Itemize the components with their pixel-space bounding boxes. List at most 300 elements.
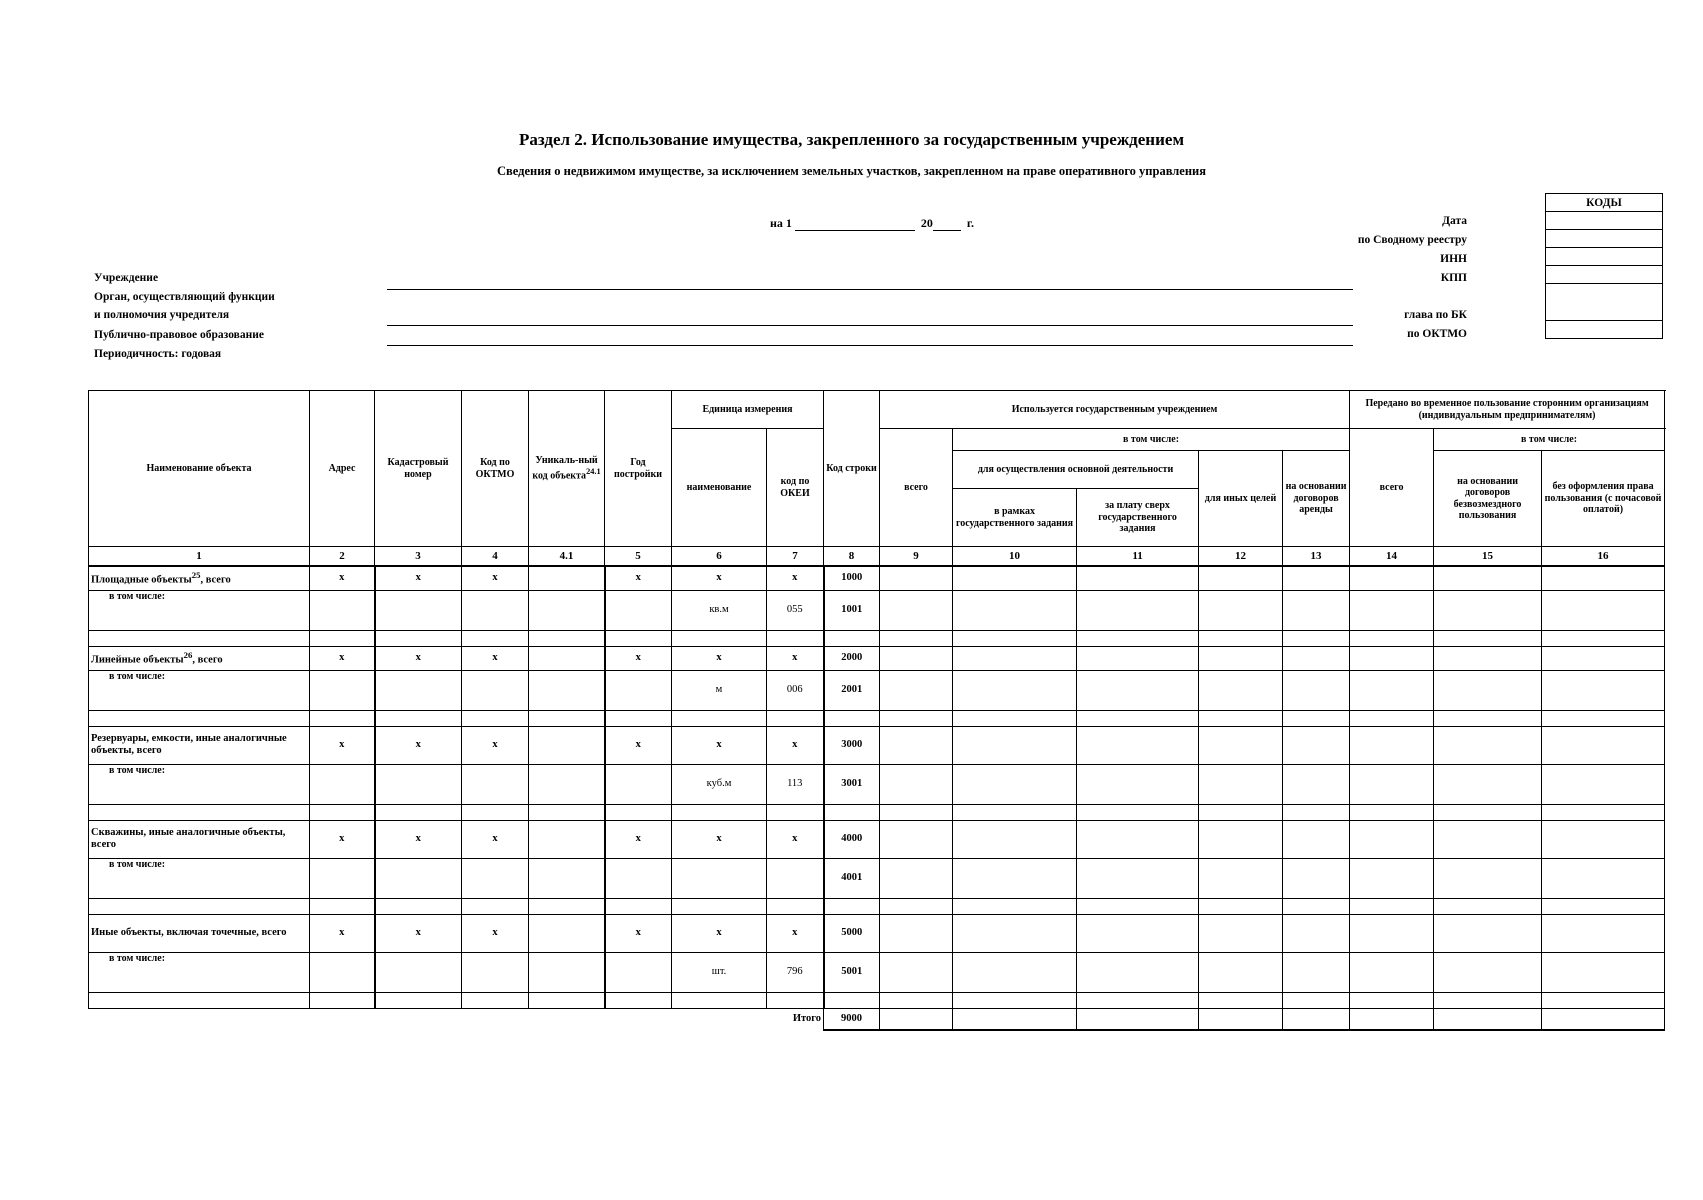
data-cell[interactable] bbox=[1542, 952, 1665, 992]
data-cell[interactable] bbox=[529, 952, 605, 992]
data-cell[interactable] bbox=[1199, 952, 1283, 992]
data-cell[interactable] bbox=[462, 710, 529, 726]
data-cell[interactable] bbox=[1434, 566, 1542, 590]
data-cell[interactable] bbox=[310, 764, 375, 804]
data-cell[interactable] bbox=[1542, 898, 1665, 914]
data-cell[interactable] bbox=[1434, 820, 1542, 858]
data-cell[interactable] bbox=[529, 898, 605, 914]
header-used-total: всего bbox=[880, 429, 953, 547]
including-label: в том числе: bbox=[89, 670, 310, 710]
object-name-text: Скважины, иные аналогичные объекты, всего bbox=[91, 826, 286, 850]
row-object-name bbox=[89, 914, 310, 952]
data-cell[interactable] bbox=[1199, 898, 1283, 914]
data-cell[interactable] bbox=[953, 914, 1077, 952]
header-within-task: в рамках государственного задания bbox=[953, 489, 1077, 547]
data-cell[interactable] bbox=[880, 710, 953, 726]
total-cell[interactable] bbox=[1434, 1008, 1542, 1030]
data-cell[interactable] bbox=[462, 764, 529, 804]
data-cell[interactable] bbox=[1199, 858, 1283, 898]
data-cell[interactable] bbox=[953, 764, 1077, 804]
data-cell[interactable] bbox=[1199, 590, 1283, 630]
data-cell[interactable] bbox=[462, 590, 529, 630]
row-code: 4000 bbox=[824, 820, 880, 858]
row-code: 2000 bbox=[824, 646, 880, 670]
data-cell[interactable] bbox=[1077, 914, 1199, 952]
data-cell[interactable] bbox=[529, 858, 605, 898]
data-cell[interactable] bbox=[1077, 590, 1199, 630]
date-field[interactable] bbox=[795, 217, 915, 231]
data-cell[interactable] bbox=[375, 804, 462, 820]
data-cell[interactable] bbox=[1199, 670, 1283, 710]
data-cell[interactable] bbox=[1283, 952, 1350, 992]
row-code: 3001 bbox=[824, 764, 880, 804]
data-cell[interactable] bbox=[1542, 646, 1665, 670]
data-cell[interactable] bbox=[953, 630, 1077, 646]
data-cell[interactable] bbox=[880, 820, 953, 858]
column-number: 13 bbox=[1283, 547, 1350, 567]
x-mark: х bbox=[375, 566, 462, 590]
data-cell[interactable] bbox=[529, 630, 605, 646]
data-cell[interactable] bbox=[1283, 820, 1350, 858]
data-cell[interactable] bbox=[1350, 992, 1434, 1008]
unit-name: м bbox=[672, 670, 767, 710]
data-cell[interactable] bbox=[1283, 992, 1350, 1008]
data-cell[interactable] bbox=[1283, 764, 1350, 804]
data-cell[interactable] bbox=[767, 992, 824, 1008]
data-cell[interactable] bbox=[375, 710, 462, 726]
data-cell[interactable] bbox=[462, 952, 529, 992]
header-row-code: Код строки bbox=[824, 391, 880, 547]
public-entity-label: Публично-правовое образование bbox=[94, 329, 264, 341]
row-object-name bbox=[89, 566, 310, 590]
table-row bbox=[89, 590, 1665, 630]
data-cell[interactable] bbox=[1542, 914, 1665, 952]
data-cell[interactable] bbox=[462, 992, 529, 1008]
data-cell[interactable] bbox=[605, 590, 672, 630]
data-cell[interactable] bbox=[880, 670, 953, 710]
data-cell[interactable] bbox=[1350, 566, 1434, 590]
data-cell[interactable] bbox=[1283, 566, 1350, 590]
data-cell[interactable] bbox=[1077, 858, 1199, 898]
column-number: 12 bbox=[1199, 547, 1283, 567]
header-main-activity: для осуществления основной деятельности bbox=[953, 451, 1199, 489]
unit-name: куб.м bbox=[672, 764, 767, 804]
table-row bbox=[89, 670, 1665, 710]
data-cell[interactable] bbox=[605, 858, 672, 898]
data-cell[interactable] bbox=[1434, 764, 1542, 804]
data-cell[interactable] bbox=[1350, 804, 1434, 820]
data-cell[interactable] bbox=[529, 804, 605, 820]
data-cell[interactable] bbox=[880, 992, 953, 1008]
column-number: 11 bbox=[1077, 547, 1199, 567]
data-cell[interactable] bbox=[1077, 630, 1199, 646]
header-paid-over-task: за плату сверх государственного задания bbox=[1077, 489, 1199, 547]
data-cell[interactable] bbox=[824, 630, 880, 646]
data-cell[interactable] bbox=[529, 646, 605, 670]
column-number: 8 bbox=[824, 547, 880, 567]
data-cell[interactable] bbox=[1283, 914, 1350, 952]
data-cell[interactable] bbox=[1283, 670, 1350, 710]
data-cell[interactable] bbox=[1199, 992, 1283, 1008]
data-cell[interactable] bbox=[1542, 630, 1665, 646]
x-mark: х bbox=[375, 646, 462, 670]
x-mark: х bbox=[310, 914, 375, 952]
data-cell[interactable] bbox=[310, 898, 375, 914]
data-cell[interactable] bbox=[605, 804, 672, 820]
data-cell bbox=[89, 898, 310, 914]
data-cell[interactable] bbox=[1077, 726, 1199, 764]
header-name: Наименование объекта bbox=[89, 391, 310, 547]
data-cell[interactable] bbox=[375, 952, 462, 992]
data-cell[interactable] bbox=[529, 820, 605, 858]
data-cell[interactable] bbox=[605, 670, 672, 710]
total-row-spacer bbox=[89, 1008, 767, 1030]
data-cell[interactable] bbox=[310, 992, 375, 1008]
data-cell[interactable] bbox=[1350, 820, 1434, 858]
data-cell[interactable] bbox=[1199, 630, 1283, 646]
data-cell[interactable] bbox=[1434, 590, 1542, 630]
data-cell[interactable] bbox=[1542, 726, 1665, 764]
footnote-mark: 26 bbox=[183, 649, 193, 660]
data-cell[interactable] bbox=[1434, 898, 1542, 914]
total-cell[interactable] bbox=[953, 1008, 1077, 1030]
data-cell[interactable] bbox=[1077, 646, 1199, 670]
data-cell[interactable] bbox=[605, 898, 672, 914]
x-mark: х bbox=[310, 726, 375, 764]
data-cell[interactable] bbox=[953, 566, 1077, 590]
section-title: Раздел 2. Использование имущества, закрепленного за государственным учреждением bbox=[518, 130, 1185, 149]
data-cell[interactable] bbox=[529, 764, 605, 804]
data-cell[interactable] bbox=[953, 710, 1077, 726]
data-cell[interactable] bbox=[953, 858, 1077, 898]
table-row bbox=[89, 804, 1665, 820]
unit-name bbox=[672, 858, 767, 898]
data-cell[interactable] bbox=[529, 914, 605, 952]
data-cell[interactable] bbox=[462, 804, 529, 820]
data-cell bbox=[89, 992, 310, 1008]
data-cell[interactable] bbox=[1199, 726, 1283, 764]
data-cell[interactable] bbox=[462, 858, 529, 898]
data-cell[interactable] bbox=[880, 726, 953, 764]
data-cell[interactable] bbox=[1077, 670, 1199, 710]
table-row bbox=[89, 898, 1665, 914]
code-label-bk: глава по БК bbox=[1404, 309, 1467, 321]
data-cell[interactable] bbox=[1199, 914, 1283, 952]
header-cadastral: Кадастровый номер bbox=[375, 391, 462, 547]
table-row bbox=[89, 646, 1665, 670]
data-cell[interactable] bbox=[375, 590, 462, 630]
data-cell[interactable] bbox=[953, 670, 1077, 710]
column-number: 14 bbox=[1350, 547, 1434, 567]
data-cell[interactable] bbox=[462, 630, 529, 646]
data-cell[interactable] bbox=[1350, 670, 1434, 710]
data-cell[interactable] bbox=[375, 764, 462, 804]
table-row bbox=[89, 726, 1665, 764]
data-cell[interactable] bbox=[824, 898, 880, 914]
data-cell[interactable] bbox=[1077, 764, 1199, 804]
x-mark: х bbox=[310, 646, 375, 670]
x-mark: х bbox=[672, 726, 767, 764]
data-cell[interactable] bbox=[1077, 898, 1199, 914]
public-entity-field[interactable] bbox=[387, 345, 1353, 346]
x-mark: х bbox=[462, 820, 529, 858]
data-cell[interactable] bbox=[672, 630, 767, 646]
total-cell[interactable] bbox=[1077, 1008, 1199, 1030]
data-cell[interactable] bbox=[672, 898, 767, 914]
data-cell[interactable] bbox=[1542, 710, 1665, 726]
unit-name: кв.м bbox=[672, 590, 767, 630]
data-cell[interactable] bbox=[1283, 710, 1350, 726]
total-cell[interactable] bbox=[1542, 1008, 1665, 1030]
data-cell[interactable] bbox=[880, 764, 953, 804]
data-cell[interactable] bbox=[1542, 590, 1665, 630]
data-cell[interactable] bbox=[880, 804, 953, 820]
data-cell[interactable] bbox=[375, 858, 462, 898]
data-cell[interactable] bbox=[953, 992, 1077, 1008]
data-cell[interactable] bbox=[824, 710, 880, 726]
data-cell[interactable] bbox=[1434, 804, 1542, 820]
data-cell[interactable] bbox=[880, 566, 953, 590]
data-cell[interactable] bbox=[1283, 898, 1350, 914]
column-number: 16 bbox=[1542, 547, 1665, 567]
data-cell[interactable] bbox=[310, 590, 375, 630]
header-year: Год постройки bbox=[605, 391, 672, 547]
data-cell[interactable] bbox=[605, 952, 672, 992]
x-mark: х bbox=[605, 566, 672, 590]
institution-field[interactable] bbox=[387, 289, 1353, 290]
data-cell[interactable] bbox=[824, 804, 880, 820]
data-cell[interactable] bbox=[1350, 858, 1434, 898]
data-cell[interactable] bbox=[310, 630, 375, 646]
table-row bbox=[89, 820, 1665, 858]
unit-okei bbox=[767, 858, 824, 898]
data-cell[interactable] bbox=[1434, 992, 1542, 1008]
data-cell[interactable] bbox=[1350, 898, 1434, 914]
data-cell[interactable] bbox=[1434, 670, 1542, 710]
data-cell[interactable] bbox=[1542, 764, 1665, 804]
data-cell[interactable] bbox=[1283, 590, 1350, 630]
data-cell[interactable] bbox=[1542, 992, 1665, 1008]
code-cell-kpp[interactable] bbox=[1546, 266, 1663, 284]
data-cell[interactable] bbox=[1077, 566, 1199, 590]
data-cell[interactable] bbox=[1542, 566, 1665, 590]
data-cell[interactable] bbox=[1077, 820, 1199, 858]
founder-label-line1: Орган, осуществляющий функции bbox=[94, 291, 275, 303]
data-cell[interactable] bbox=[1350, 710, 1434, 726]
unit-okei: 055 bbox=[767, 590, 824, 630]
data-cell[interactable] bbox=[1434, 914, 1542, 952]
data-cell[interactable] bbox=[1199, 820, 1283, 858]
total-cell[interactable] bbox=[1350, 1008, 1434, 1030]
column-number: 2 bbox=[310, 547, 375, 567]
data-cell[interactable] bbox=[1283, 630, 1350, 646]
data-cell[interactable] bbox=[880, 858, 953, 898]
including-label: в том числе: bbox=[89, 590, 310, 630]
data-cell[interactable] bbox=[880, 590, 953, 630]
institution-label: Учреждение bbox=[94, 272, 159, 284]
data-cell[interactable] bbox=[1350, 630, 1434, 646]
data-cell[interactable] bbox=[767, 710, 824, 726]
data-cell[interactable] bbox=[529, 726, 605, 764]
total-cell[interactable] bbox=[1199, 1008, 1283, 1030]
total-cell[interactable] bbox=[1283, 1008, 1350, 1030]
data-cell[interactable] bbox=[605, 992, 672, 1008]
data-cell[interactable] bbox=[1199, 764, 1283, 804]
x-mark: х bbox=[767, 566, 824, 590]
code-label-oktmo: по ОКТМО bbox=[1407, 328, 1467, 340]
data-cell[interactable] bbox=[672, 992, 767, 1008]
data-cell[interactable] bbox=[1283, 646, 1350, 670]
data-cell[interactable] bbox=[880, 646, 953, 670]
data-cell[interactable] bbox=[529, 710, 605, 726]
data-cell[interactable] bbox=[1542, 804, 1665, 820]
data-cell[interactable] bbox=[1434, 858, 1542, 898]
x-mark: х bbox=[462, 914, 529, 952]
data-cell[interactable] bbox=[1542, 858, 1665, 898]
data-cell[interactable] bbox=[529, 992, 605, 1008]
data-cell[interactable] bbox=[1434, 646, 1542, 670]
data-cell[interactable] bbox=[1283, 804, 1350, 820]
code-cell-registry[interactable] bbox=[1546, 230, 1663, 248]
data-cell[interactable] bbox=[1350, 952, 1434, 992]
data-cell[interactable] bbox=[1077, 804, 1199, 820]
data-cell[interactable] bbox=[672, 710, 767, 726]
data-cell[interactable] bbox=[1199, 566, 1283, 590]
data-cell[interactable] bbox=[1199, 646, 1283, 670]
data-cell[interactable] bbox=[1350, 914, 1434, 952]
data-cell[interactable] bbox=[953, 804, 1077, 820]
codes-header: КОДЫ bbox=[1546, 194, 1663, 212]
data-cell[interactable] bbox=[375, 992, 462, 1008]
data-cell[interactable] bbox=[310, 858, 375, 898]
data-cell[interactable] bbox=[1283, 726, 1350, 764]
column-number: 5 bbox=[605, 547, 672, 567]
x-mark: х bbox=[672, 820, 767, 858]
unit-okei: 113 bbox=[767, 764, 824, 804]
data-cell[interactable] bbox=[1077, 710, 1199, 726]
data-cell[interactable] bbox=[1434, 952, 1542, 992]
data-cell[interactable] bbox=[953, 820, 1077, 858]
x-mark: х bbox=[375, 820, 462, 858]
header-unit-name: наименование bbox=[672, 429, 767, 547]
data-cell[interactable] bbox=[953, 726, 1077, 764]
code-cell-bk[interactable] bbox=[1546, 284, 1663, 321]
header-including: в том числе: bbox=[953, 429, 1350, 451]
data-cell[interactable] bbox=[605, 764, 672, 804]
data-cell[interactable] bbox=[310, 710, 375, 726]
data-cell[interactable] bbox=[1350, 764, 1434, 804]
x-mark: х bbox=[605, 726, 672, 764]
table-row bbox=[89, 710, 1665, 726]
header-unique-code: Уникаль-ный код объекта$^{24.1}$ bbox=[529, 391, 605, 547]
data-cell[interactable] bbox=[880, 898, 953, 914]
row-object-name bbox=[89, 726, 310, 764]
data-cell[interactable] bbox=[1434, 726, 1542, 764]
data-cell[interactable] bbox=[824, 992, 880, 1008]
data-cell[interactable] bbox=[462, 898, 529, 914]
data-cell[interactable] bbox=[1434, 630, 1542, 646]
data-cell[interactable] bbox=[462, 670, 529, 710]
total-row bbox=[89, 1008, 1665, 1030]
total-code: 9000 bbox=[824, 1008, 880, 1030]
column-number: 4.1 bbox=[529, 547, 605, 567]
header-transferred: Передано во временное пользование сторонним организациям (индивидуальным предпринимателям) bbox=[1350, 391, 1665, 429]
data-cell bbox=[89, 710, 310, 726]
data-cell[interactable] bbox=[1350, 646, 1434, 670]
data-cell[interactable] bbox=[310, 670, 375, 710]
total-cell[interactable] bbox=[880, 1008, 953, 1030]
data-cell[interactable] bbox=[605, 630, 672, 646]
data-cell[interactable] bbox=[605, 710, 672, 726]
year-field[interactable] bbox=[933, 217, 961, 231]
unit-okei: 796 bbox=[767, 952, 824, 992]
data-cell[interactable] bbox=[310, 804, 375, 820]
data-cell[interactable] bbox=[953, 952, 1077, 992]
data-cell[interactable] bbox=[375, 898, 462, 914]
date-prefix: на 1 bbox=[770, 216, 792, 230]
code-cell-date[interactable] bbox=[1546, 212, 1663, 230]
data-cell[interactable] bbox=[880, 630, 953, 646]
data-cell[interactable] bbox=[375, 670, 462, 710]
data-cell[interactable] bbox=[1434, 710, 1542, 726]
data-cell[interactable] bbox=[529, 566, 605, 590]
x-mark: х bbox=[462, 566, 529, 590]
x-mark: х bbox=[672, 566, 767, 590]
table-row bbox=[89, 914, 1665, 952]
data-cell[interactable] bbox=[953, 590, 1077, 630]
x-mark: х bbox=[605, 820, 672, 858]
data-cell[interactable] bbox=[1542, 670, 1665, 710]
table-row bbox=[89, 630, 1665, 646]
x-mark: х bbox=[462, 646, 529, 670]
header-transferred-total: всего bbox=[1350, 429, 1434, 547]
object-name-text: Резервуары, емкости, иные аналогичные объекты, всего bbox=[91, 732, 287, 756]
data-cell[interactable] bbox=[880, 914, 953, 952]
header-transferred-including: в том числе: bbox=[1434, 429, 1665, 451]
total-label: Итого bbox=[792, 1013, 822, 1025]
data-cell[interactable] bbox=[1350, 590, 1434, 630]
x-mark: х bbox=[310, 566, 375, 590]
data-cell[interactable] bbox=[1077, 992, 1199, 1008]
data-cell[interactable] bbox=[310, 952, 375, 992]
data-cell[interactable] bbox=[529, 590, 605, 630]
year-prefix: 20 bbox=[920, 216, 933, 230]
code-cell-oktmo[interactable] bbox=[1546, 321, 1663, 339]
data-cell[interactable] bbox=[767, 898, 824, 914]
property-table bbox=[88, 390, 1665, 1031]
data-cell[interactable] bbox=[953, 646, 1077, 670]
data-cell[interactable] bbox=[1199, 804, 1283, 820]
data-cell[interactable] bbox=[880, 952, 953, 992]
data-cell[interactable] bbox=[529, 670, 605, 710]
data-cell[interactable] bbox=[1283, 858, 1350, 898]
report-date-line bbox=[770, 216, 974, 231]
code-cell-inn[interactable] bbox=[1546, 248, 1663, 266]
row-code: 1001 bbox=[824, 590, 880, 630]
data-cell[interactable] bbox=[953, 898, 1077, 914]
data-cell[interactable] bbox=[1199, 710, 1283, 726]
data-cell[interactable] bbox=[672, 804, 767, 820]
data-cell[interactable] bbox=[1350, 726, 1434, 764]
data-cell[interactable] bbox=[767, 630, 824, 646]
data-cell[interactable] bbox=[1542, 820, 1665, 858]
column-number: 1 bbox=[89, 547, 310, 567]
data-cell[interactable] bbox=[1077, 952, 1199, 992]
data-cell[interactable] bbox=[375, 630, 462, 646]
data-cell[interactable] bbox=[767, 804, 824, 820]
founder-field[interactable] bbox=[387, 325, 1353, 326]
row-object-name bbox=[89, 820, 310, 858]
